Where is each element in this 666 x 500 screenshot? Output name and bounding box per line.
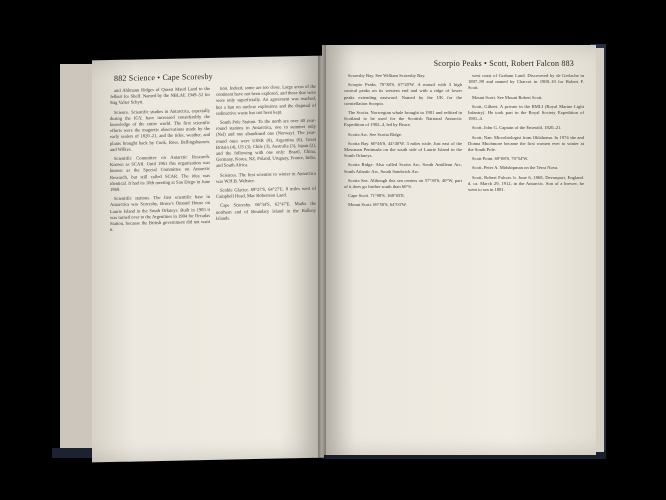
paragraph: Scotia Arc. See Scotia Ridge. <box>348 131 403 137</box>
left-page <box>92 56 324 463</box>
paragraph: Science. Scientific studies in Antarctica, especially during the IGY, have increased considerably the knowledge of the entire world. The first scientific efforts were the magnetic observations made by the early sealers of 1820–21, and the tides, weather, and plants brought back by Cook, Ross, Bellingshausen, and Wilkes. <box>110 107 210 152</box>
left-column-1 <box>110 86 210 448</box>
paragraph: and Ahlmann Ridges of Queen Maud Land to the Jelbart Ice Shelf. Named by the NBLAE 1949–52 for Stig Valter Schytt. <box>110 85 210 106</box>
paragraph: Scorpio Peaks. 70°38'S, 67°20'W. A massif with 3 high conical peaks on its western end and with a ridge of lower peaks extending eastward. Named by the UK for the constellation Scorpio. <box>344 82 462 106</box>
paragraph: Scott Point. 69°08'S, 70°54'W. <box>472 156 529 162</box>
paragraph: Cape Scoresby. 66°34'S, 62°47'E. Marks the northern end of Boundary Island in the Balleny Islands. <box>216 201 316 221</box>
paragraph: tion. Indeed, some are too close. Large areas of the continent have not been explored, and those that were were only superficially. An agreement was reached, but a ban on nuclear explosions and the disposal of radioactive waste has not been kept. <box>216 83 316 116</box>
paragraph: Scott, Robert Falcon. b. June 6, 1868, Devonport, England. d. ca. March 29, 1912, in the Antarctic. Son of a brewer, he went to sea in 1881. <box>468 174 584 193</box>
paragraph: South Pole Station. To the north are over 40 year-round stations in Antarctica, one in summer only (Nel) and one abandoned one (Norway). The year-round ones were USSR (8), Argentina (6), Great Britain (4), US (3), Chile (3), Australia (3), Japan (2), and the following with one only: Brazil, China, Germany, Korea, NZ, Poland, Uruguay, France, India, and South Africa. <box>216 117 316 169</box>
right-column-1 <box>344 73 462 441</box>
paragraph: Scott, John G. Captain of the Emerald, 1820–21. <box>472 125 562 131</box>
paragraph: Cape Scott. 71°08'S, 168°03'E. <box>348 193 406 199</box>
paragraph: Scott, Nan. Microbiologist from Oklahoma. In 1974 she and Donna Muchmore became the first women ever to winter at the South Pole. <box>468 134 584 153</box>
left-column-2 <box>216 84 316 446</box>
paragraph: Mount Scott. See Mount Robert Scott. <box>472 94 543 100</box>
left-page-edges <box>60 64 94 454</box>
paragraph: Mount Scott. 69°50'S, 64°03'W. <box>348 202 407 208</box>
paragraph: Scott, Peter A. Midshipman on the Terra Nova. <box>472 165 559 171</box>
paragraph: Scientific stations. The first scientific base in Antarctica was Scoresby, Bruce's Omond House on Laurie Island in the South Orkneys. Built in 1903 it was turned over to the Argentines in 1904 for Orcadas Station, because the British government did not want it. <box>110 194 210 233</box>
paragraph: The Scotia. Norwegian whale brought in 1901 and refitted in Scotland to be used for the Scottish National Antarctic Expedition of 1902–4, led by Bruce. <box>344 110 462 128</box>
paragraph: Scotia Sea. Although this sea centers on 57°30'S, 40°W, part of it does go further south than 60°S. <box>344 177 462 190</box>
paragraph: Scott, Gilbert. A private in the RMLI (Royal Marine Light Infantry). He took part in the Royal Society Expedition of 1901–4. <box>468 103 584 122</box>
paragraph: Sciences. The first scientist to winter in Antarctica was W.H.B. Webster. <box>216 170 316 184</box>
book-gutter <box>318 45 326 460</box>
right-running-head: Scorpio Peaks • Scott, Robert Falcon 883 <box>433 59 574 68</box>
paragraph: Scotia Bay. 60°46'S, 44°40'W. 3 miles wide. Just east of the Mossman Peninsula on the south side of Laurie Island in the South Orkneys. <box>344 140 462 159</box>
right-column-2 <box>468 73 584 441</box>
left-running-head: 882 Science • Cape Scoresby <box>114 71 213 83</box>
right-page <box>322 45 596 455</box>
paragraph: Scotia Ridge. Also called Scotia Arc, South Antillean Arc, South Atlantic Arc, South Sandwich Arc. <box>344 162 462 174</box>
paragraph: Scoresby Bay. See William Scoresby Bay. <box>348 73 426 78</box>
paragraph: Scoble Glacier. 69°27'S, 64°27'E. 8 miles west of Campbell Head, Mac Robertson Land. <box>216 185 316 200</box>
paragraph: Scientific Committee on Antarctic Research. Known as SCAR. Until 1961 this organization was known as the Special Committee on Antarctic Research, but still called SCAR. The idea was identical. It had its 10th meeting at San Diego in June 1968. <box>110 153 210 193</box>
paragraph: west coast of Graham Land. Discovered by de Gerlache in 1897–99 and named by Charcot in 1908–10 for Robert F. Scott. <box>468 73 584 91</box>
